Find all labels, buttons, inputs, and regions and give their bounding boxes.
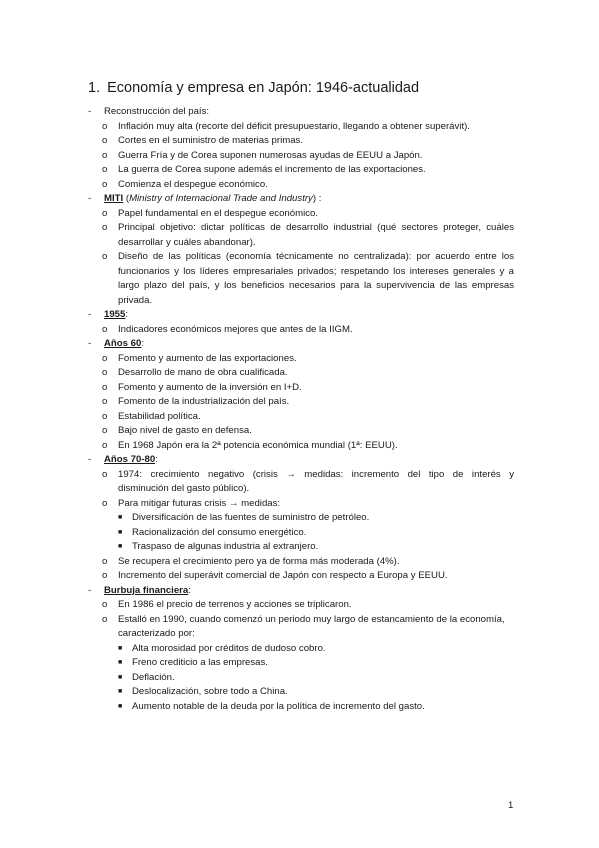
- square-bullet: ■: [118, 543, 123, 550]
- sub-list-item: ■ Aumento notable de la deuda por la política de incremento del gasto.: [0, 700, 599, 715]
- dash-bullet: -: [88, 106, 92, 117]
- circle-bullet: o: [102, 396, 108, 407]
- list-item-continuation: desarrollar y cuáles abandonar).: [118, 236, 256, 248]
- list-item: o Indicadores económicos mejores que antes de la IIGM.: [0, 323, 599, 338]
- list-item: o Diseño de las políticas (economía técnicamente no centralizada): por acuerdo entre los: [0, 250, 599, 265]
- section-heading: - Burbuja financiera:: [0, 584, 599, 599]
- page-title: [88, 80, 419, 96]
- list-item: o La guerra de Corea supone además el incremento de las exportaciones.: [0, 163, 599, 178]
- circle-bullet: o: [102, 164, 108, 175]
- circle-bullet: o: [102, 178, 108, 190]
- list-item-continuation: disminución del gasto público).: [118, 483, 250, 494]
- list-item: o Fomento de la industrialización del país.: [0, 395, 599, 410]
- sub-list-item: ■ Deslocalización, sobre todo a China.: [0, 685, 599, 700]
- square-bullet: ■: [118, 528, 123, 536]
- sub-list-item: ■ Alta morosidad por créditos de dudoso cobro.: [0, 642, 599, 657]
- list-item: o En 1968 Japón era la 2ª potencia económica mundial (1ª: EEUU).: [0, 439, 599, 454]
- list-item: o Bajo nivel de gasto en defensa.: [0, 424, 599, 439]
- list-item-continuation: caracterizado por:: [118, 628, 195, 639]
- list-item-continuation: privada.: [118, 294, 153, 306]
- square-bullet: ■: [118, 688, 123, 695]
- list-item: o 1974: crecimiento negativo (crisis → medidas: incremento del tipo de interés y: [0, 468, 599, 483]
- dash-bullet: -: [88, 309, 92, 320]
- square-bullet: ■: [118, 673, 123, 681]
- section-heading: [0, 105, 599, 120]
- list-item: o Para mitigar futuras crisis → medidas:: [0, 497, 599, 512]
- circle-bullet: o: [102, 149, 108, 161]
- circle-bullet: o: [102, 251, 108, 262]
- list-item: o Fomento y aumento de la inversión en I+D.: [0, 381, 599, 396]
- dash-bullet: -: [88, 338, 92, 349]
- heading-1955: 1955: [104, 309, 126, 320]
- square-bullet: ■: [118, 514, 123, 521]
- square-bullet: ■: [118, 702, 123, 710]
- sub-list-item: ■ Diversificación de las fuentes de suministro de petróleo.: [0, 511, 599, 526]
- heading-reconstruccion: Reconstrucción del país:: [104, 106, 210, 117]
- title-text: Economía y empresa en Japón: 1946-actualidad: [107, 80, 420, 96]
- sub-list-item: ■ Deflación.: [0, 671, 599, 686]
- sub-list-item: ■ Traspaso de algunas industria al extranjero.: [0, 540, 599, 555]
- list-item-continuation: largo plazo del país, y los beneficios necesarios para la supervivencia de las empresas: [118, 280, 514, 291]
- heading-anos-70-80: Años 70-80: [104, 454, 156, 465]
- heading-anos-60: Años 60: [104, 338, 142, 349]
- circle-bullet: o: [102, 497, 108, 509]
- circle-bullet: o: [102, 425, 108, 436]
- list-item: o Se recupera el crecimiento pero ya de forma más moderada (4%).: [0, 555, 599, 570]
- circle-bullet: o: [102, 352, 108, 364]
- square-bullet: ■: [118, 659, 123, 666]
- page-number: 1: [508, 800, 514, 811]
- sub-list-item: ■ Racionalización del consumo energético.: [0, 526, 599, 541]
- circle-bullet: o: [102, 555, 108, 567]
- circle-bullet: o: [102, 135, 108, 146]
- circle-bullet: o: [102, 410, 108, 422]
- list-item: o En 1986 el precio de terrenos y acciones se triplicaron.: [0, 598, 599, 613]
- circle-bullet: o: [102, 570, 108, 581]
- document-body: [0, 105, 599, 714]
- list-item: o Desarrollo de mano de obra cualificada.: [0, 366, 599, 381]
- circle-bullet: o: [102, 468, 108, 480]
- section-heading: - 1955:: [0, 308, 599, 323]
- heading-miti: MITI: [104, 193, 124, 204]
- circle-bullet: o: [102, 207, 108, 219]
- list-item: o Fomento y aumento de las exportaciones.: [0, 352, 599, 367]
- section-heading: - Años 70-80:: [0, 453, 599, 468]
- section-heading: - Años 60:: [0, 337, 599, 352]
- list-item: o Principal objetivo: dictar políticas de desarrollo industrial (qué sectores proteger, cuáles: [0, 221, 599, 236]
- circle-bullet: o: [102, 367, 108, 378]
- heading-miti-italic: Ministry of Internacional Trade and Industry: [129, 193, 313, 204]
- list-item: o Incremento del superávit comercial de Japón con respecto a Europa y EEUU.: [0, 569, 599, 584]
- circle-bullet: o: [102, 323, 108, 335]
- dash-bullet: -: [88, 193, 92, 204]
- section-heading: - MITI (Ministry of Internacional Trade and Industry) :: [0, 192, 599, 207]
- square-bullet: ■: [118, 644, 123, 652]
- list-item: o Comienza el despegue económico.: [0, 178, 599, 193]
- sub-list-item: ■ Freno crediticio a las empresas.: [0, 656, 599, 671]
- list-item: o Estabilidad política.: [0, 410, 599, 425]
- circle-bullet: o: [102, 120, 108, 132]
- list-item: o Cortes en el suministro de materias primas.: [0, 134, 599, 149]
- list-item: o Estalló en 1990, cuando comenzó un periodo muy largo de estancamiento de la economía,: [0, 613, 599, 628]
- circle-bullet: o: [102, 613, 108, 625]
- circle-bullet: o: [102, 599, 108, 610]
- circle-bullet: o: [102, 381, 108, 393]
- dash-bullet: -: [88, 584, 92, 596]
- dash-bullet: -: [88, 454, 92, 465]
- circle-bullet: o: [102, 439, 108, 451]
- heading-burbuja: Burbuja financiera: [104, 584, 189, 596]
- title-number: 1.: [88, 80, 101, 96]
- list-item: o Inflación muy alta (recorte del déficit presupuestario, llegando a obtener superávit).: [0, 120, 599, 135]
- list-item: o Papel fundamental en el despegue económico.: [0, 207, 599, 222]
- list-item: o Guerra Fría y de Corea suponen numerosas ayudas de EEUU a Japón.: [0, 149, 599, 164]
- circle-bullet: o: [102, 222, 108, 233]
- list-item-continuation: funcionarios y los líderes empresariales privados; respetando los intereses generales y a: [118, 265, 514, 277]
